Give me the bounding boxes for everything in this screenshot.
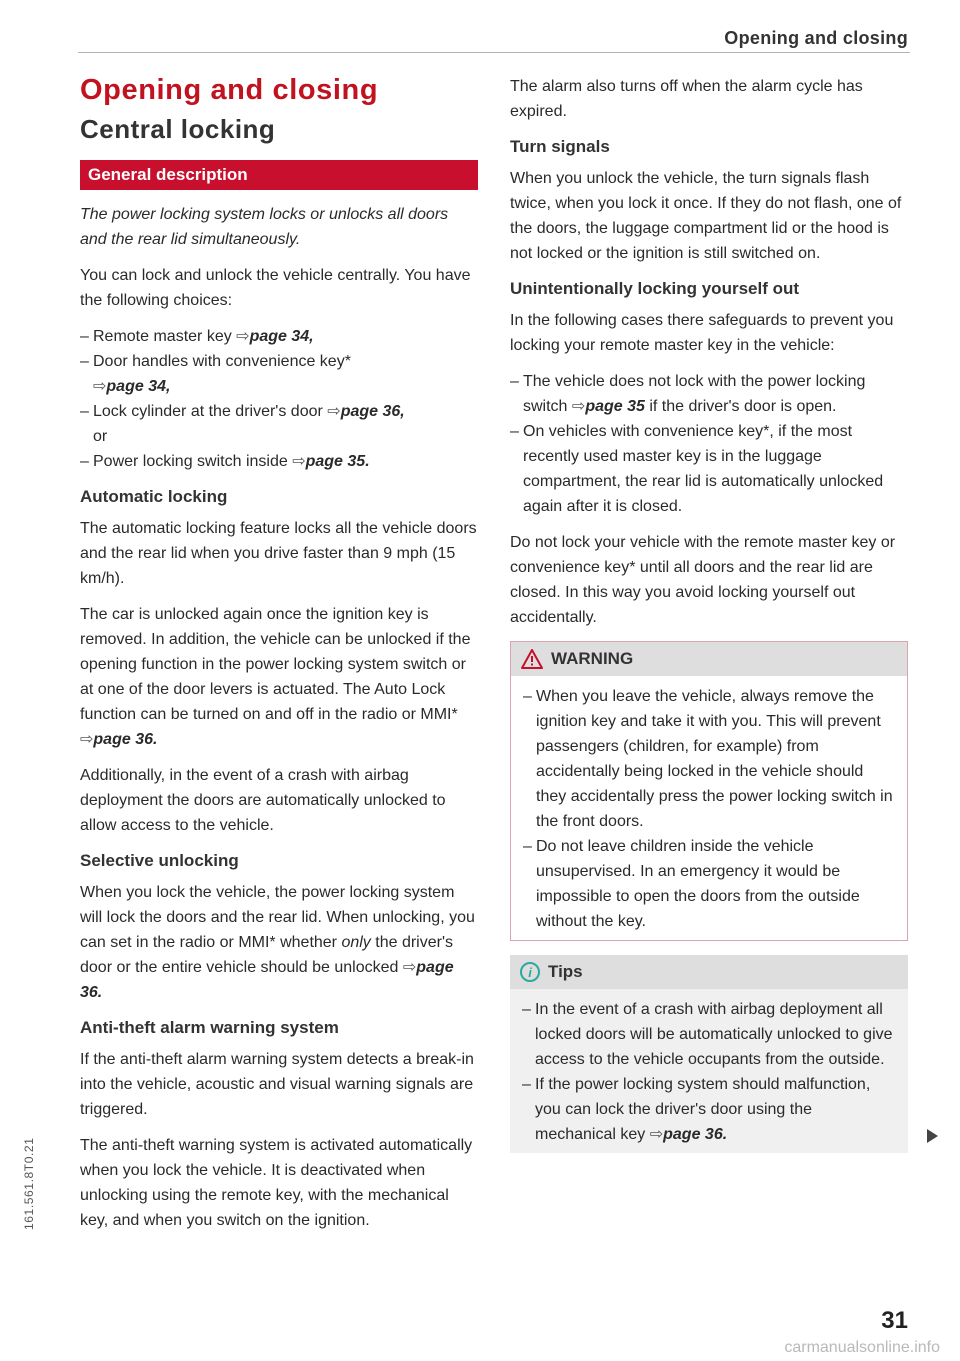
paragraph: The anti-theft warning system is activated automatically when you lock the vehicle. It is deactivated when unlocking using the remote key, with the mechanical key, and when you switch on the ignition. [80,1137,473,1229]
tips-header [510,955,908,989]
list-item: – Door handles with convenience key* ⇨page 34, [80,349,478,399]
paragraph: When you lock the vehicle, the power locking system will lock the doors and the rear lid. When unlocking, you can set in the radio or MMI* whether only the driver's door or the entire vehicle should be unlocked ⇨page 36. [80,884,475,1001]
paragraph: When you unlock the vehicle, the turn signals flash twice, when you lock it once. If they do not flash, one of the doors, the luggage compartment lid or the hood is not locked or the ignition is still switched on. [510,170,902,262]
page-link[interactable]: page 36, [340,403,405,420]
paragraph: The car is unlocked again once the ignition key is removed. In addition, the vehicle can be unlocked if the opening function in the power locking system switch or at one of the door levers is actuated. The Auto Lock function can be turned on and off in the radio or MMI* ⇨page 36. [80,606,471,748]
heading-anti-theft-alarm: Anti-theft alarm warning system [80,1018,339,1037]
left-column [80,72,478,1244]
paragraph: The alarm also turns off when the alarm cycle has expired. [510,78,863,120]
arrow-right-icon: ⇨ [571,398,586,415]
page-link[interactable]: page 36. [80,959,454,1001]
list-item: – Do not leave children inside the vehicle unsupervised. In an emergency it would be impossible to open the doors from the outside without the key. [523,834,895,934]
arrow-right-icon: ⇨ [327,403,341,420]
list-item: – In the event of a crash with airbag deployment all locked doors will be automatically unlocked to give access to the vehicle occupants from the outside. [522,997,896,1072]
list-item: – Remote master key ⇨page 34, [80,324,478,349]
arrow-right-icon: ⇨ [93,378,107,395]
paragraph-choices: You can lock and unlock the vehicle centrally. You have the following choices: [80,267,471,309]
list-item: – Power locking switch inside ⇨page 35. [80,449,478,474]
tips-body [510,989,908,1153]
watermark: carmanualsonline.info [784,1339,940,1356]
paragraph: Do not lock your vehicle with the remote master key or convenience key* until all doors and the rear lid are closed. In this way you avoid locking yourself out accidentally. [510,534,896,626]
page-link[interactable]: page 36. [663,1126,728,1143]
list-item: – If the power locking system should malfunction, you can lock the driver's door using the mechanical key ⇨page 36. [522,1072,896,1147]
paragraph: If the anti-theft alarm warning system detects a break-in into the vehicle, acoustic and visual warning signals are triggered. [80,1051,474,1118]
right-column [510,74,908,1153]
paragraph: The automatic locking feature locks all the vehicle doors and the rear lid when you drive faster than 9 mph (15 km/h). [80,520,477,587]
arrow-right-icon: ⇨ [649,1126,664,1143]
paragraph: In the following cases there safeguards to prevent you locking your remote master key in the vehicle: [510,312,894,354]
heading-automatic-locking: Automatic locking [80,487,228,506]
choices-list [80,324,478,474]
section-bar: General description [80,160,478,190]
arrow-right-icon: ⇨ [236,328,250,345]
warning-triangle-icon [521,649,543,669]
page-link[interactable]: page 35. [305,453,370,470]
warning-body [511,676,907,940]
section-title: Central locking [80,114,276,144]
heading-locking-yourself-out: Unintentionally locking yourself out [510,279,800,298]
page-title: Opening and closing [80,74,379,106]
arrow-right-icon: ⇨ [80,731,94,748]
page-link[interactable]: page 35 [585,398,645,415]
warning-box [510,641,908,941]
page-number: 31 [881,1307,908,1334]
top-rule [78,52,910,53]
info-icon: i [520,962,540,982]
page-link[interactable]: page 34, [106,378,171,395]
list-item: – Lock cylinder at the driver's door ⇨page 36, or [80,399,478,449]
paragraph: Additionally, in the event of a crash with airbag deployment the doors are automatically unlocked to allow access to the vehicle. [80,767,446,834]
arrow-right-icon: ⇨ [402,959,417,976]
intro-text: The power locking system locks or unlocks all doors and the rear lid simultaneously. [80,206,449,248]
arrow-right-icon: ⇨ [292,453,306,470]
list-item: – When you leave the vehicle, always remove the ignition key and take it with you. This will prevent passengers (children, for example) from accidentally being locked in the vehicle should they accidentally press the power locking switch in the front doors. [523,684,895,834]
page-link[interactable]: page 34, [249,328,314,345]
warning-header [511,642,907,676]
warning-list [523,684,895,934]
list-item: – On vehicles with convenience key*, if the most recently used master key is in the luggage compartment, the rear lid is automatically unlocked again after it is closed. [510,419,908,519]
document-code: 161.561.8T0.21 [22,1137,36,1230]
tips-box [510,955,908,1153]
heading-selective-unlocking: Selective unlocking [80,851,239,870]
tips-title: Tips [548,962,583,981]
running-head: Opening and closing [724,28,908,48]
page-link[interactable]: page 36. [93,731,158,748]
warning-title: WARNING [551,649,634,668]
lockout-list [510,369,908,519]
heading-turn-signals: Turn signals [510,137,610,156]
tips-list [522,997,896,1147]
list-item: – The vehicle does not lock with the power locking switch ⇨page 35 if the driver's door is open. [510,369,908,419]
continue-arrow-icon [927,1129,938,1143]
